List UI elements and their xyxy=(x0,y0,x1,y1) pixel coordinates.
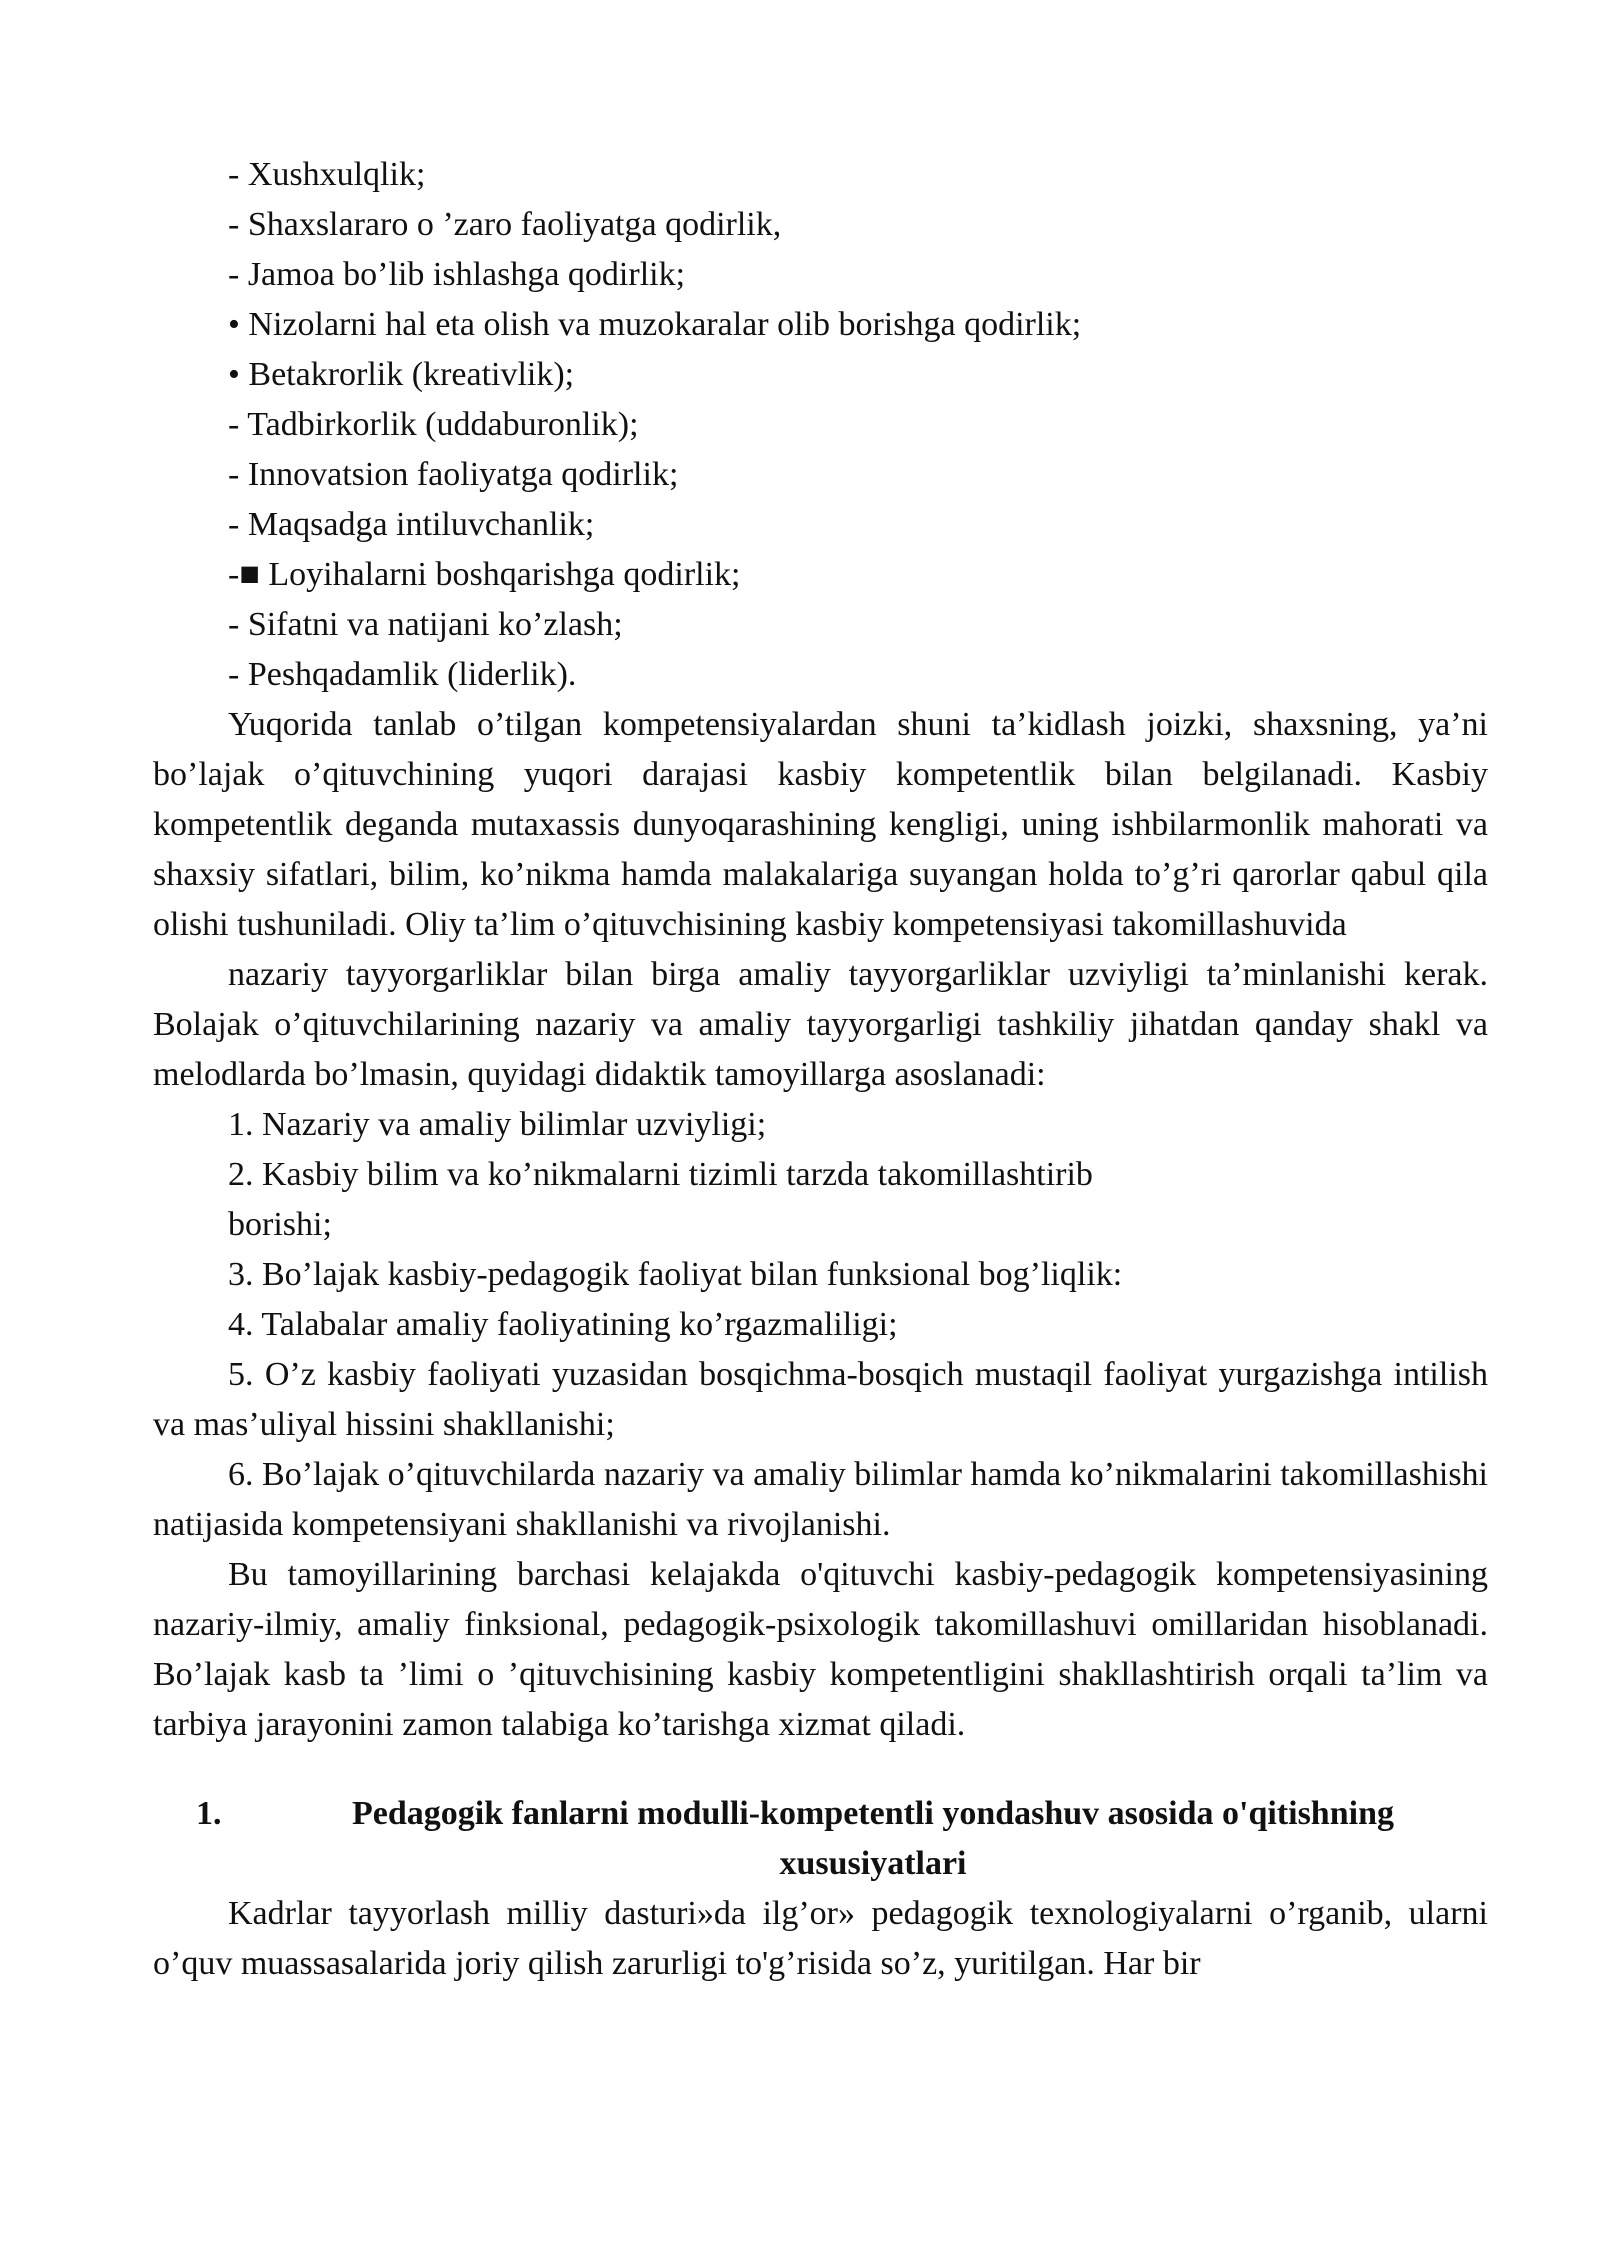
list-item: - Tadbirkorlik (uddaburonlik); xyxy=(228,406,639,443)
list-item: 1. Nazariy va amaliy bilimlar uzviyligi; xyxy=(228,1106,767,1143)
list-item-continuation: borishi; xyxy=(228,1206,332,1243)
paragraph: Kadrlar tayyorlash milliy dasturi»da ilg’or» pedagogik texnologiyalarni o’rganib, ularni o’quv muassasalarida joriy qilish zarurligi to'g’risida so’z, yuritilgan. Har bir xyxy=(153,1895,1488,1982)
list-item: - Maqsadga intiluvchanlik; xyxy=(228,506,595,543)
list-item: • Betakrorlik (kreativlik); xyxy=(228,356,575,393)
paragraph: Bu tamoyillarining barchasi kelajakda o'qituvchi kasbiy-pedagogik kompetensiyasining nazariy-ilmiy, amaliy finksional, pedagogik-psixologik takomillashuvi omillaridan hisoblanadi. Bo’lajak kasb ta ’limi o ’qituvchisining kasbiy kompetentligini shakllashtirish orqali ta’lim va tarbiya jarayonini zamon talabiga ko’tarishga xizmat qiladi. xyxy=(153,1556,1488,1743)
section-number: 1. xyxy=(196,1795,222,1832)
list-item: 6. Bo’lajak o’qituvchilarda nazariy va amaliy bilimlar hamda ko’nikmalarini takomillashishi natijasida kompetensiyani shakllanishi va rivojlanishi. xyxy=(153,1456,1488,1543)
paragraph: nazariy tayyorgarliklar bilan birga amaliy tayyorgarliklar uzviyligi ta’minlanishi kerak. Bolajak o’qituvchilarining nazariy va amaliy tayyorgarligi tashkiliy jihatdan qanday shakl va melodlarda bo’lmasin, quyidagi didaktik tamoyillarga asoslanadi: xyxy=(153,956,1488,1093)
list-item: - Peshqadamlik (liderlik). xyxy=(228,656,577,693)
section-title: Pedagogik fanlarni modulli-kompetentli yondashuv asosida o'qitishning xususiyatlari xyxy=(352,1795,1394,1882)
list-item: 4. Talabalar amaliy faoliyatining ko’rgazmaliligi; xyxy=(228,1306,898,1343)
document-body xyxy=(153,150,1488,1989)
list-item: • Nizolarni hal eta olish va muzokaralar olib borishga qodirlik; xyxy=(228,306,1082,343)
list-item: - Innovatsion faoliyatga qodirlik; xyxy=(228,456,679,493)
list-item: - Shaxslararo o ’zaro faoliyatga qodirlik, xyxy=(228,206,782,243)
list-item: - Sifatni va natijani ko’zlash; xyxy=(228,606,623,643)
paragraph: Yuqorida tanlab o’tilgan kompetensiyalardan shuni ta’kidlash joizki, shaxsning, ya’ni bo’lajak o’qituvchining yuqori darajasi kasbiy kompetentlik bilan belgilanadi. Kasbiy kompetentlik deganda mutaxassis dunyoqarashining kengligi, uning ishbilarmonlik mahorati va shaxsiy sifatlari, bilim, ko’nikma hamda malakalariga suyangan holda to’g’ri qarorlar qabul qila olishi tushuniladi. Oliy ta’lim o’qituvchisining kasbiy kompetensiyasi takomillashuvida xyxy=(153,706,1488,943)
list-item: - Jamoa bo’lib ishlashga qodirlik; xyxy=(228,256,686,293)
principles-list xyxy=(153,1100,1488,1550)
list-item: 3. Bo’lajak kasbiy-pedagogik faoliyat bilan funksional bog’liqlik: xyxy=(228,1256,1123,1293)
list-item: 2. Kasbiy bilim va ko’nikmalarni tizimli tarzda takomillashtirib xyxy=(228,1156,1093,1193)
list-item: 5. O’z kasbiy faoliyati yuzasidan bosqichma-bosqich mustaqil faoliyat yurgazishga intilish va mas’uliyal hissini shakllanishi; xyxy=(153,1356,1488,1443)
competency-list xyxy=(153,150,1488,700)
section-heading xyxy=(153,1789,1488,1889)
list-item: -■ Loyihalarni boshqarishga qodirlik; xyxy=(228,556,741,593)
list-item: - Xushxulqlik; xyxy=(228,156,426,193)
